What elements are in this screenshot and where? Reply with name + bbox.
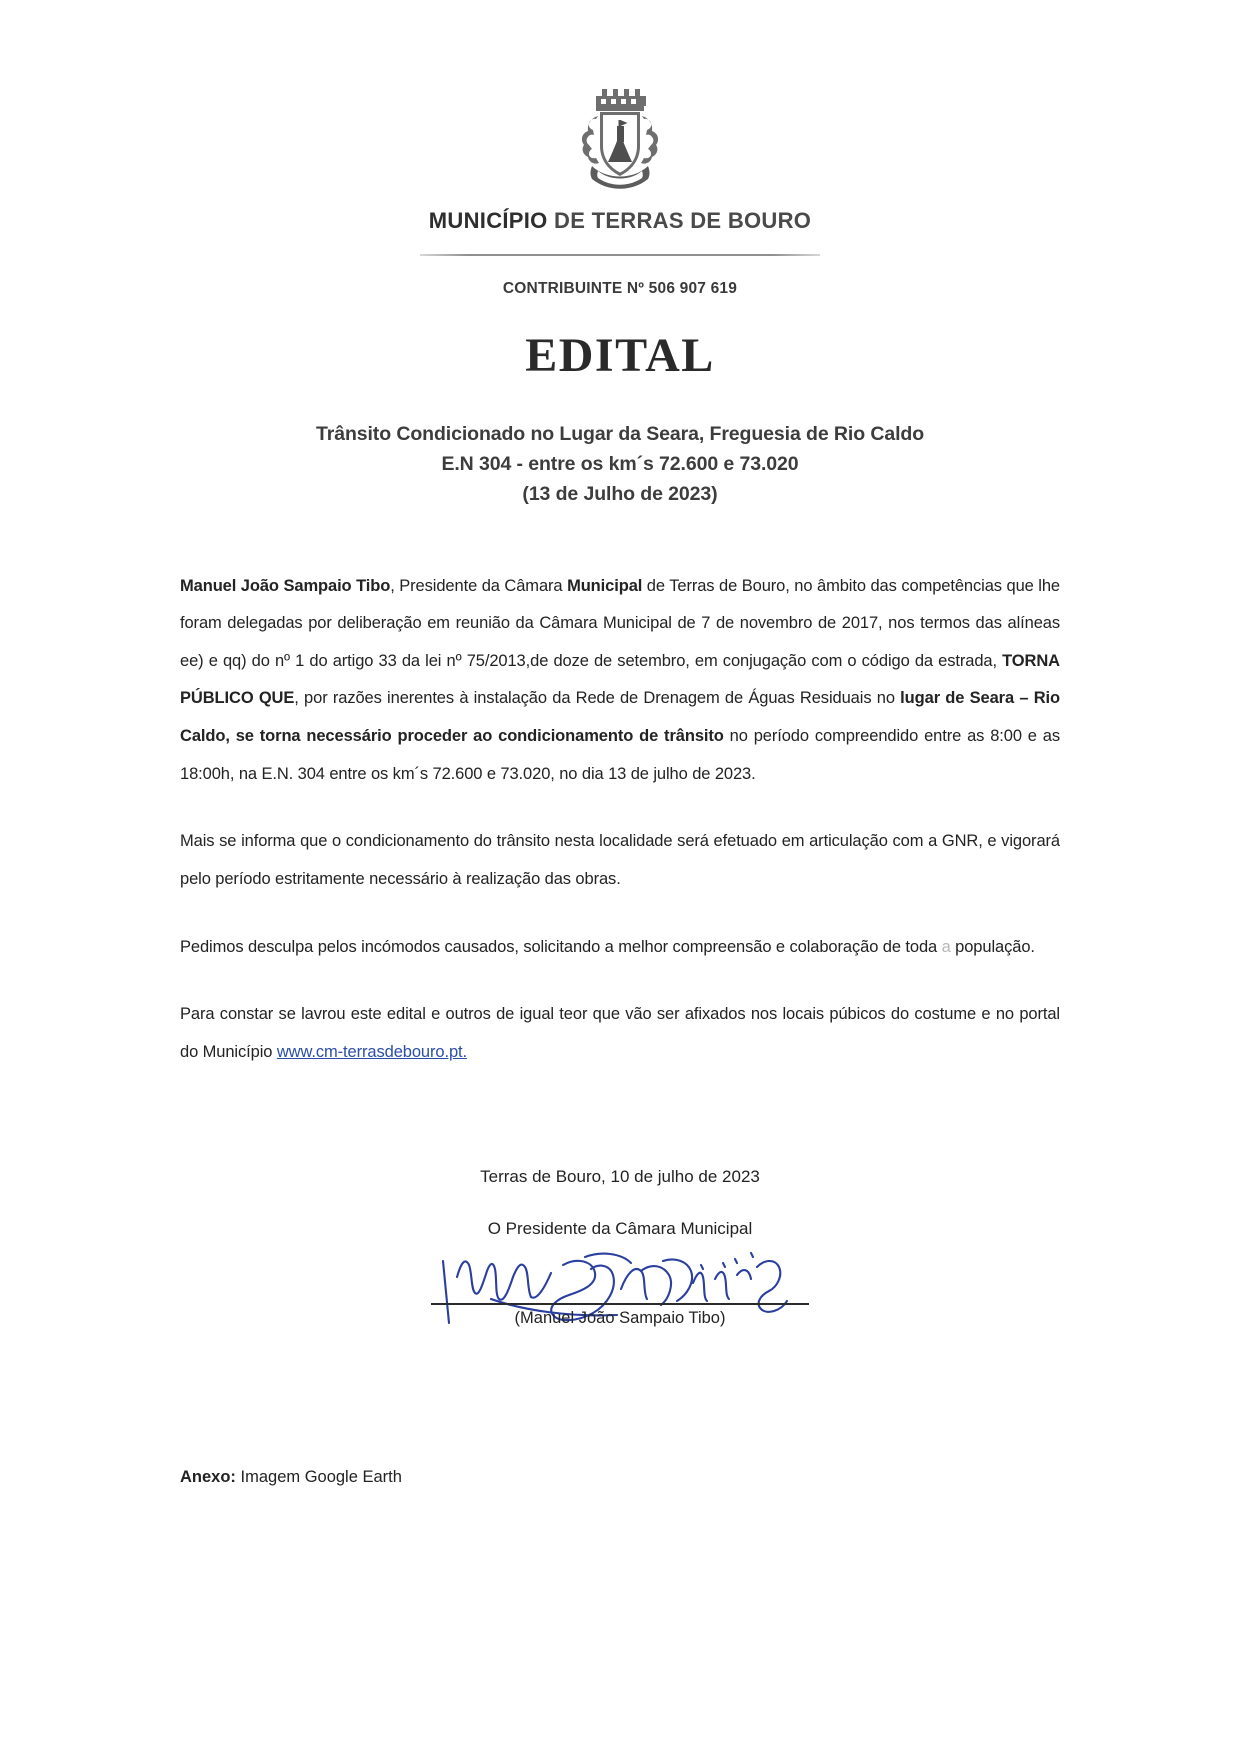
document-header [0,0,1240,510]
paragraph-announcement [180,568,1060,794]
annex-note [180,1468,402,1487]
subtitle-line-3: (13 de Julho de 2023) [522,483,718,506]
signature-role: O Presidente da Câmara Municipal [487,1219,753,1239]
p1-segment-2: , Presidente da Câmara [390,576,568,595]
p1-segment-4: de Terras de Bouro, no âmbito das competências que lhe foram delegadas por deliberação em reunião da Câmara Municipal de 7 de novembro de 2017, nos termos das alíneas ee) e qq) do nº 1 do artigo 33 da lei nº 75/2013,de doze de setembro, em conjugação com o código da estrada, [180,576,1061,670]
torna-publico-que: TORNA PÚBLICO QUE [180,651,1060,708]
org-name-strong: MUNICÍPIO [428,208,548,233]
p3-faded-article: a [941,937,951,956]
signature-line [431,1303,809,1305]
location-and-action-bold: lugar de Seara – Rio Caldo, se torna necessário proceder ao condicionamento de trânsito [180,689,1060,746]
annex-value: Imagem Google Earth [235,1468,402,1486]
p1-segment-6: , por razões inerentes à instalação da Rede de Drenagem de Águas Residuais no [294,689,901,708]
annex-label: Anexo: [180,1468,236,1486]
p1-municipal-bold: Municipal [567,576,643,595]
org-name-rest: DE TERRAS DE BOURO [547,208,812,233]
p4-segment-1: Para constar se lavrou este edital e outros de igual teor que vão ser afixados nos locais púbicos do costume e no portal do Município [180,1005,1060,1061]
coat-of-arms-icon [572,78,668,190]
p3-segment-1: Pedimos desculpa pelos incómodos causados, solicitando a melhor compreensão e colaboração de toda [180,937,942,956]
header-divider [420,254,820,256]
paragraph-gnr-notice: Mais se informa que o condicionamento do trânsito nesta localidade será efetuado em articulação com a GNR, e vigorará pelo período estritamente necessário à realização das obras. [180,832,1060,888]
document-body [180,510,1060,1346]
p1-segment-8: no período compreendido entre as 8:00 e as 18:00h, na E.N. 304 entre os km´s 72.600 e 73.020, no dia 13 de julho de 2023. [180,727,1060,783]
page-title [0,208,1240,234]
paragraph-posting [180,996,1060,1071]
signer-name: (Manuel João Sampaio Tibo) [514,1309,726,1328]
document-type-title: EDITAL [525,329,715,382]
municipality-website-link[interactable]: www.cm-terrasdebouro.pt. [276,1042,468,1061]
document-subtitle [0,419,1240,510]
signature-place-date: Terras de Bouro, 10 de julho de 2023 [480,1167,760,1187]
subtitle-line-2: E.N 304 - entre os km´s 72.600 e 73.020 [441,453,799,476]
signature-area [180,1241,1060,1345]
subtitle-line-1: Trânsito Condicionado no Lugar da Seara, Freguesia de Rio Caldo [315,423,925,445]
p3-segment-2: população. [950,937,1035,956]
signature-block [180,1167,1060,1345]
president-name: Manuel João Sampaio Tibo [180,576,391,595]
taxpayer-number: CONTRIBUINTE Nº 506 907 619 [502,280,738,297]
paragraph-apology [180,929,1060,967]
